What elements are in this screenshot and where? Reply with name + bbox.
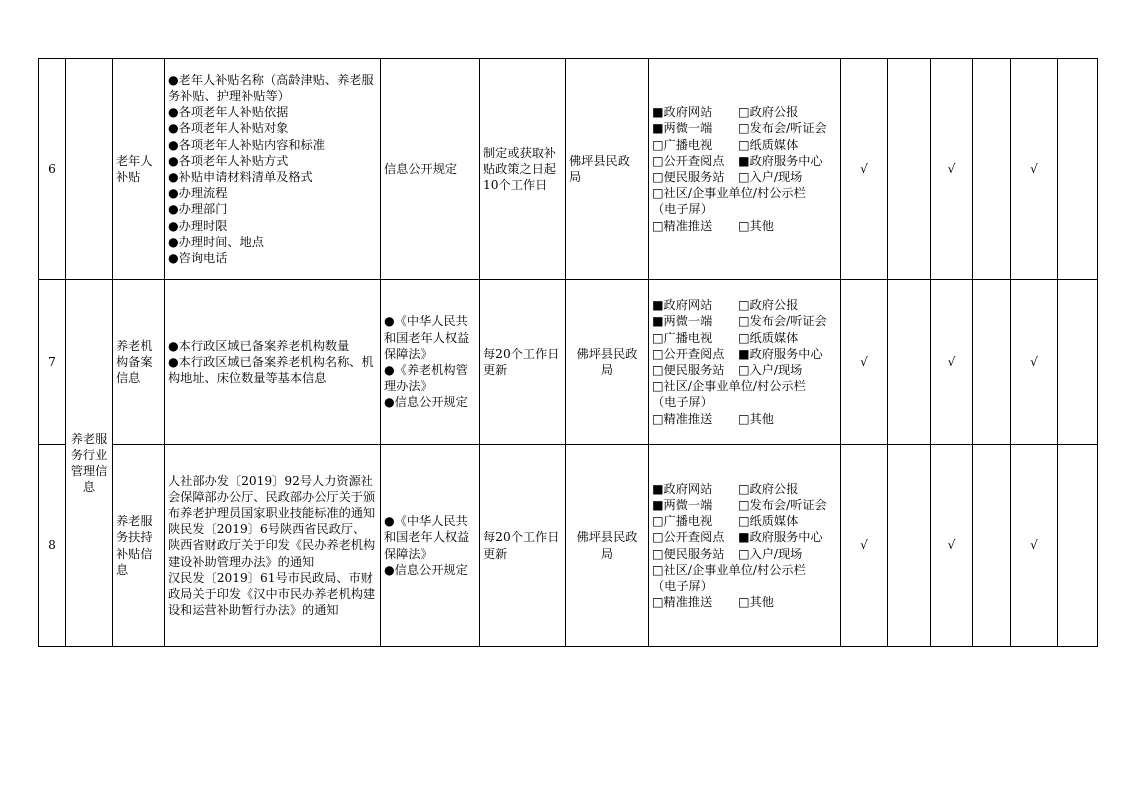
checkmark [1058,445,1098,647]
disclosure-content: ●老年人补贴名称（高龄津贴、养老服务补贴、护理补贴等） ●各项老年人补贴依据 ●各项老年人补贴对象 ●各项老年人补贴内容和标准 ●各项老年人补贴方式 ●补贴申请材料清单及格式 ●办理流程 ●办理部门 ●办理时限 ●办理时间、地点 ●咨询电话 [165,59,381,280]
item-name: 养老机 构备案 信息 [113,280,165,445]
disclosure-basis: ●《中华人民共 和国老年人权益 保障法》 ●《养老机构管 理办法》 ●信息公开规定 [381,280,480,445]
checkmark: √ [931,280,973,445]
disclosure-channels: ■政府网站 □政府公报 ■两微一端 □发布会/听证会 □广播电视 □纸质媒体 □公开查阅点 ■政府服务中心 □便民服务站 □入户/现场 □社区/企事业单位/村公示栏 （电子屏） □精准推送 □其他 [649,445,841,647]
checkmark: √ [841,445,888,647]
checkmark [888,445,931,647]
checkmark: √ [841,59,888,280]
table-row [39,445,1098,647]
disclosure-channels: ■政府网站 □政府公报 ■两微一端 □发布会/听证会 □广播电视 □纸质媒体 □公开查阅点 ■政府服务中心 □便民服务站 □入户/现场 □社区/企事业单位/村公示栏 （电子屏） □精准推送 □其他 [649,59,841,280]
checkmark [888,280,931,445]
checkmark [1058,280,1098,445]
checkmark [973,59,1011,280]
disclosure-time: 每20个工作日 更新 [480,445,566,647]
disclosure-time: 制定或获取补 贴政策之日起 10个工作日 [480,59,566,280]
checkmark: √ [1011,445,1058,647]
category-name: 养老服 务行业 管理信 息 [66,280,113,647]
row-number: 6 [39,59,66,280]
checkmark: √ [931,59,973,280]
disclosure-subject: 佛坪县民政 局 [566,280,649,445]
disclosure-table [38,58,1098,647]
checkmark [1058,59,1098,280]
disclosure-basis: ●《中华人民共 和国老年人权益 保障法》 ●信息公开规定 [381,445,480,647]
checkmark [888,59,931,280]
item-name: 老年人 补贴 [113,59,165,280]
table-row [39,59,1098,280]
category-cell-empty [66,59,113,280]
disclosure-content: 人社部办发〔2019〕92号人力资源社会保障部办公厅、民政部办公厅关于颁布养老护理员国家职业技能标准的通知 陕民发〔2019〕6号陕西省民政厅、陕西省财政厅关于印发《民办养老机构建设补助管理办法》的通知 汉民发〔2019〕61号市民政局、市财政局关于印发《汉中市民办养老机构建设和运营补助暂行办法》的通知 [165,445,381,647]
disclosure-time: 每20个工作日 更新 [480,280,566,445]
row-number: 7 [39,280,66,445]
row-number: 8 [39,445,66,647]
checkmark: √ [1011,280,1058,445]
checkmark: √ [1011,59,1058,280]
checkmark [973,280,1011,445]
disclosure-subject: 佛坪县民政 局 [566,59,649,280]
disclosure-content: ●本行政区域已备案养老机构数量 ●本行政区域已备案养老机构名称、机构地址、床位数量等基本信息 [165,280,381,445]
table-row [39,280,1098,445]
checkmark: √ [931,445,973,647]
item-name: 养老服 务扶持 补贴信 息 [113,445,165,647]
disclosure-channels: ■政府网站 □政府公报 ■两微一端 □发布会/听证会 □广播电视 □纸质媒体 □公开查阅点 ■政府服务中心 □便民服务站 □入户/现场 □社区/企事业单位/村公示栏 （电子屏） □精准推送 □其他 [649,280,841,445]
checkmark: √ [841,280,888,445]
disclosure-basis: 信息公开规定 [381,59,480,280]
disclosure-subject: 佛坪县民政 局 [566,445,649,647]
checkmark [973,445,1011,647]
